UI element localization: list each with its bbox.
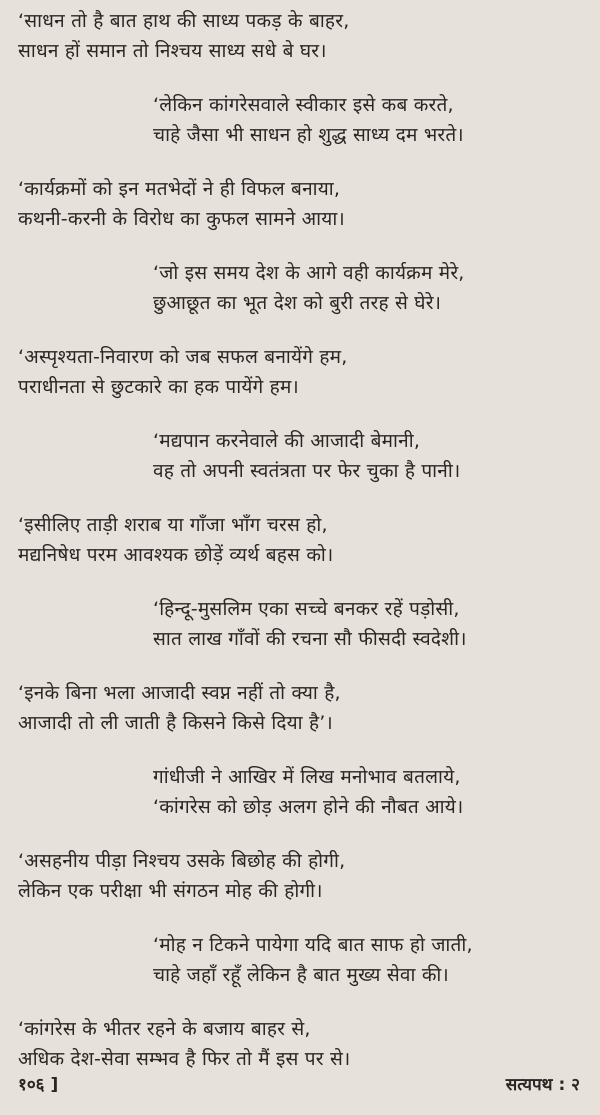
verse-line: ‘हिन्दू-मुसलिम एका सच्चे बनकर रहें पड़ोसी, [153,598,460,620]
stanza-1 [18,6,586,66]
verse-line: अधिक देश-सेवा सम्भव है फिर तो मैं इस पर से। [18,1048,351,1070]
verse-line: ‘असहनीय पीड़ा निश्चय उसके बिछोह की होगी, [18,850,346,872]
verse-line: ‘साधन तो है बात हाथ की साध्य पकड़ के बाहर, [18,10,350,32]
stanza-2 [153,90,586,150]
verse-line: ‘लेकिन कांगरेसवाले स्वीकार इसे कब करते, [153,94,454,116]
verse-line: ‘मोह न टिकने पायेगा यदि बात साफ हो जाती, [153,934,473,956]
verse-line: ‘जो इस समय देश के आगे वही कार्यक्रम मेरे, [153,262,465,284]
verse-line: ‘इनके बिना भला आजादी स्वप्न नहीं तो क्या है, [18,682,341,704]
stanza-5 [18,342,586,402]
stanza-13 [18,1014,586,1074]
stanza-9 [18,678,586,738]
stanza-7 [18,510,586,570]
verse-line: साधन हों समान तो निश्चय साध्य सधे बे घर। [18,40,327,62]
stanza-11 [18,846,586,906]
page-footer [18,1072,580,1100]
verse-line: ‘कांगरेस को छोड़ अलग होने की नौबत आये। [153,796,464,818]
verse-line: ‘इसीलिए ताड़ी शराब या गाँजा भाँग चरस हो, [18,514,328,536]
verse-line: छुआछूत का भूत देश को बुरी तरह से घेरे। [153,292,442,314]
verse-line: चाहे जहाँ रहूँ लेकिन है बात मुख्य सेवा की। [153,964,449,986]
verse-line: आजादी तो ली जाती है किसने किसे दिया है’। [18,712,333,734]
stanza-3 [18,174,586,234]
page-number: १०६ ] [18,1075,59,1095]
verse-line: ‘कांगरेस के भीतर रहने के बजाय बाहर से, [18,1018,311,1040]
stanza-8 [153,594,586,654]
stanza-10 [153,762,586,822]
verse-line: पराधीनता से छुटकारे का हक पायेंगे हम। [18,376,299,398]
verse-line: ‘मद्यपान करनेवाले की आजादी बेमानी, [153,430,421,452]
verse-line: गांधीजी ने आखिर में लिख मनोभाव बतलाये, [153,766,461,788]
verse-line: सात लाख गाँवों की रचना सौ फीसदी स्वदेशी। [153,628,467,650]
stanza-12 [153,930,586,990]
verse-line: चाहे जैसा भी साधन हो शुद्ध साध्य दम भरते। [153,124,464,146]
verse-line: लेकिन एक परीक्षा भी संगठन मोह की होगी। [18,880,323,902]
verse-line: मद्यनिषेध परम आवश्यक छोड़ें व्यर्थ बहस को। [18,544,334,566]
verse-line: वह तो अपनी स्वतंत्रता पर फेर चुका है पानी। [153,460,461,482]
stanza-4 [153,258,586,318]
verse-line: ‘कार्यक्रमों को इन मतभेदों ने ही विफल बनाया, [18,178,341,200]
verse-line: कथनी-करनी के विरोध का कुफल सामने आया। [18,208,345,230]
running-head: सत्यपथ : २ [505,1075,580,1095]
verse-line: ‘अस्पृश्यता-निवारण को जब सफल बनायेंगे हम, [18,346,348,368]
stanza-6 [153,426,586,486]
